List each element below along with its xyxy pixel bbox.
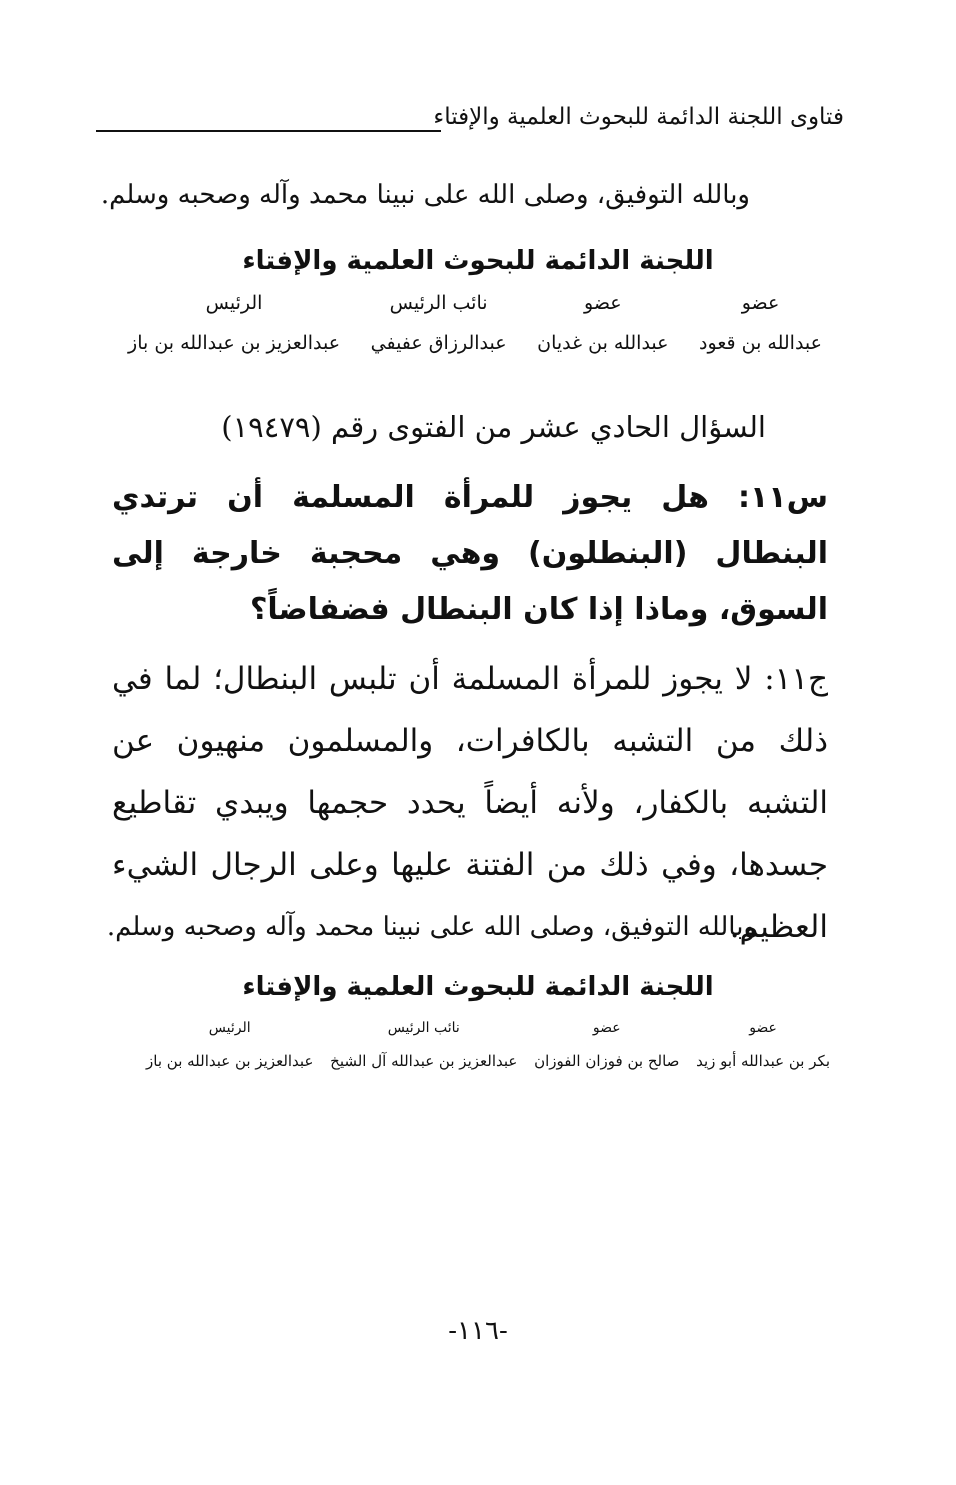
signatory-role: عضو	[584, 292, 622, 314]
signatures-1	[128, 292, 822, 354]
signatures-2	[146, 1020, 830, 1070]
closing-line-1: وبالله التوفيق، وصلى الله على نبينا محمد وآله وصحبه وسلم.	[100, 180, 750, 210]
signatory-name: عبدالله بن قعود	[699, 332, 822, 354]
signatory	[330, 1020, 517, 1070]
signatory	[537, 292, 668, 354]
signatory	[128, 292, 340, 354]
signatory-role: نائب الرئيس	[389, 292, 488, 314]
signatory-name: صالح بن فوزان الفوزان	[534, 1052, 680, 1070]
fatwa-heading: السؤال الحادي عشر من الفتوى رقم (١٩٤٧٩)	[221, 410, 766, 444]
signatory-role: عضو	[741, 292, 780, 314]
signatory	[696, 1020, 830, 1070]
signatory-role: عضو	[592, 1020, 621, 1036]
signatory	[699, 292, 822, 354]
signatory	[146, 1020, 313, 1070]
running-header-title: فتاوى اللجنة الدائمة للبحوث العلمية والإفتاء	[433, 104, 844, 130]
signatory-role: الرئيس	[208, 1020, 251, 1036]
header-rule	[96, 130, 441, 132]
signatory-name: عبدالله بن غديان	[537, 332, 669, 354]
signatory-role: الرئيس	[205, 292, 263, 314]
committee-title-1: اللجنة الدائمة للبحوث العلمية والإفتاء	[242, 246, 714, 276]
signatory-name: عبدالعزيز بن عبدالله آل الشيخ	[330, 1052, 518, 1070]
signatory-name: بكر بن عبدالله أبو زيد	[696, 1052, 830, 1070]
signatory-name: عبدالعزيز بن عبدالله بن باز	[128, 332, 341, 354]
signatory-role: نائب الرئيس	[387, 1020, 460, 1036]
answer-text: ج١١: لا يجوز للمرأة المسلمة أن تلبس البنطال؛ لما في ذلك من التشبه بالكافرات، والمسلمون منهيون عن التشبه بالكفار، ولأنه أيضاً يحدد حجمها ويبدي تقاطيع جسدها، وفي ذلك من الفتنة عليها وعلى الرجال الشيء العظيم.	[112, 661, 828, 945]
committee-title-2: اللجنة الدائمة للبحوث العلمية والإفتاء	[242, 972, 714, 1002]
closing-line-2: وبالله التوفيق، وصلى الله على نبينا محمد وآله وصحبه وسلم.	[106, 912, 756, 942]
signatory-role: عضو	[749, 1020, 777, 1036]
signatory	[534, 1020, 679, 1070]
page-number: -١١٦-	[448, 1316, 508, 1346]
question-text: س١١: هل يجوز للمرأة المسلمة أن ترتدي البنطال (البنطلون) وهي محجبة خارجة إلى السوق، وماذا إذا كان البنطال فضفاضاً؟	[112, 480, 828, 627]
signatory-name: عبدالعزيز بن عبدالله بن باز	[146, 1052, 314, 1070]
signatory-name: عبدالرزاق عفيفي	[370, 332, 507, 354]
signatory	[371, 292, 507, 354]
